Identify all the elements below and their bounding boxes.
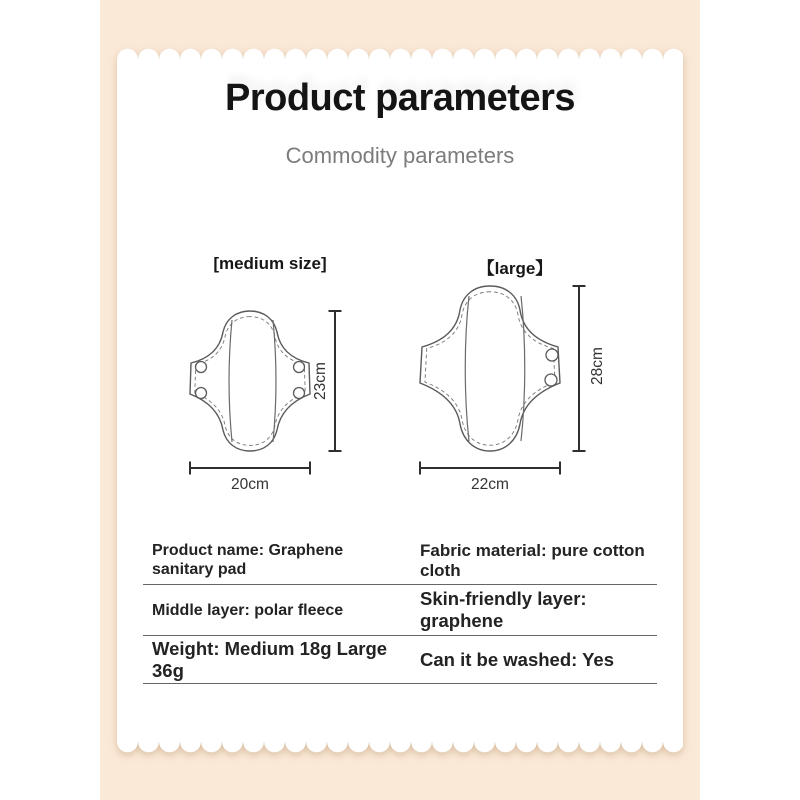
pad-channel-line <box>229 320 232 442</box>
diagram-large <box>405 254 625 491</box>
height-dimension-label: 28cm <box>589 347 606 385</box>
stitch-line <box>425 292 555 445</box>
height-dimension-label: 23cm <box>312 362 329 400</box>
spec-cell-washable: Can it be washed: Yes <box>420 648 614 670</box>
spec-cell-middle-layer: Middle layer: polar fleece <box>152 601 344 619</box>
spec-cell-product-name: Product name: Graphene sanitary pad <box>152 542 344 578</box>
scallop-top-edge <box>117 45 683 59</box>
pad-outline <box>420 286 560 451</box>
pad-diagram-medium <box>185 306 355 491</box>
snap-button <box>545 374 557 386</box>
scallop-bottom-edge <box>117 742 683 756</box>
product-card <box>117 45 683 756</box>
height-dimension-line <box>573 286 586 451</box>
card-body <box>117 59 683 742</box>
table-row <box>143 636 657 684</box>
size-label-large: 【large】 <box>477 259 553 278</box>
size-label-medium: [medium size] <box>213 254 327 273</box>
pad-outline <box>190 311 310 451</box>
height-dimension-line <box>329 311 342 451</box>
spec-cell-skin-layer: Skin-friendly layer: graphene <box>420 588 587 631</box>
table-row <box>143 536 657 585</box>
spec-cell-fabric-material: Fabric material: pure cotton cloth <box>420 541 645 580</box>
table-row <box>143 585 657 636</box>
snap-button <box>294 362 305 373</box>
spec-cell-weight: Weight: Medium 18g Large 36g <box>152 637 388 681</box>
diagram-medium <box>175 254 365 491</box>
pad-channel-line <box>465 296 469 441</box>
width-dimension-line <box>190 462 310 475</box>
width-dimension-label: 20cm <box>231 476 269 491</box>
snap-button <box>196 388 207 399</box>
page-subtitle: Commodity parameters <box>285 143 515 168</box>
pad-diagram-large <box>415 281 615 491</box>
stitch-line <box>195 317 305 446</box>
page-title: Product parameters <box>224 77 575 119</box>
snap-button <box>196 362 207 373</box>
diagram-section <box>117 254 683 491</box>
snap-button <box>546 349 558 361</box>
spec-table <box>143 536 657 684</box>
snap-button <box>294 388 305 399</box>
width-dimension-line <box>420 462 560 475</box>
width-dimension-label: 22cm <box>471 476 509 491</box>
